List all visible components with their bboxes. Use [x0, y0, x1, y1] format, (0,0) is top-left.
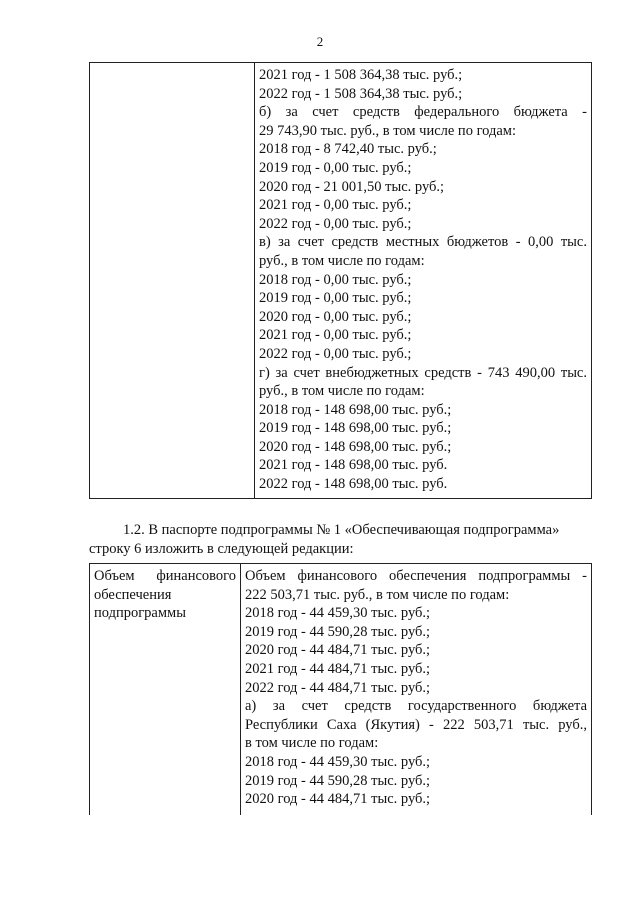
text-line: 2022 год - 1 508 364,38 тыс. руб.; [259, 85, 463, 102]
text-line: 2020 год - 44 484,71 тыс. руб.; [245, 642, 431, 659]
text-line: 2018 год - 0,00 тыс. руб.; [259, 271, 412, 288]
amendment-paragraph [89, 521, 591, 559]
text-line: 2022 год - 148 698,00 тыс. руб. [259, 476, 448, 493]
text-line: руб., в том числе по годам: [259, 252, 425, 269]
table-cell-funding-text [255, 63, 592, 499]
text-line: 2019 год - 44 590,28 тыс. руб.; [245, 772, 431, 789]
text-line: 2022 год - 0,00 тыс. руб.; [259, 345, 412, 362]
text-line: 2020 год - 44 484,71 тыс. руб.; [245, 791, 431, 808]
text-line: 2021 год - 0,00 тыс. руб.; [259, 197, 412, 214]
table-row [90, 63, 592, 499]
page-number: 2 [316, 34, 324, 49]
text-line: а) за счет средств государственного бюджета [245, 698, 587, 715]
text-line: 2021 год - 0,00 тыс. руб.; [259, 327, 412, 344]
text-line: 2019 год - 0,00 тыс. руб.; [259, 290, 412, 307]
text-line: подпрограммы [94, 605, 186, 622]
text-line: 2018 год - 44 459,30 тыс. руб.; [245, 753, 431, 770]
text-line: 29 743,90 тыс. руб., в том числе по годам: [259, 122, 517, 139]
text-line: 2019 год - 0,00 тыс. руб.; [259, 159, 412, 176]
label-lines [90, 564, 240, 629]
text-line: Объем финансового обеспечения подпрограммы - [245, 568, 587, 584]
text-line: руб., в том числе по годам: [259, 383, 425, 400]
paragraph-line: строку 6 изложить в следующей редакции: [89, 541, 354, 557]
text-line: Республики Саха (Якутия) - 222 503,71 тыс. руб., [245, 716, 587, 733]
text-line: 2021 год - 44 484,71 тыс. руб.; [245, 660, 431, 677]
text-line: 2021 год - 148 698,00 тыс. руб. [259, 457, 448, 474]
text-line: г) за счет внебюджетных средств - 743 490,00 тыс. [259, 364, 587, 381]
text-line: 2020 год - 148 698,00 тыс. руб.; [259, 438, 452, 455]
text-line: 2022 год - 44 484,71 тыс. руб.; [245, 679, 431, 696]
text-line: в) за счет средств местных бюджетов - 0,00 тыс. [259, 234, 587, 251]
funding-lines [241, 564, 591, 815]
text-line: б) за счет средств федерального бюджета - [259, 104, 587, 121]
text-line: 2018 год - 8 742,40 тыс. руб.; [259, 141, 437, 158]
subprogram-funding-table-continued [89, 62, 592, 499]
text-line: 2019 год - 44 590,28 тыс. руб.; [245, 623, 431, 640]
text-line: 2018 год - 148 698,00 тыс. руб.; [259, 401, 452, 418]
text-line: 2018 год - 44 459,30 тыс. руб.; [245, 605, 431, 622]
text-line: в том числе по годам: [245, 735, 379, 752]
table-cell-label-empty [90, 63, 255, 499]
text-line: 2020 год - 0,00 тыс. руб.; [259, 308, 412, 325]
subprogram-1-funding-table [89, 563, 592, 815]
text-line: 2020 год - 21 001,50 тыс. руб.; [259, 178, 445, 195]
table-cell-label [90, 564, 241, 815]
text-line: 2022 год - 0,00 тыс. руб.; [259, 215, 412, 232]
text-line: обеспечения [94, 586, 172, 603]
table-row [90, 564, 592, 815]
text-line: Объем финансового [94, 568, 236, 584]
funding-lines [255, 63, 591, 498]
text-line: 222 503,71 тыс. руб., в том числе по годам: [245, 586, 510, 603]
text-line: 2019 год - 148 698,00 тыс. руб.; [259, 420, 452, 437]
text-line: 2021 год - 1 508 364,38 тыс. руб.; [259, 67, 463, 83]
table-cell-funding-text [241, 564, 592, 815]
paragraph-line: 1.2. В паспорте подпрограммы № 1 «Обеспечивающая подпрограмма» [123, 522, 560, 538]
